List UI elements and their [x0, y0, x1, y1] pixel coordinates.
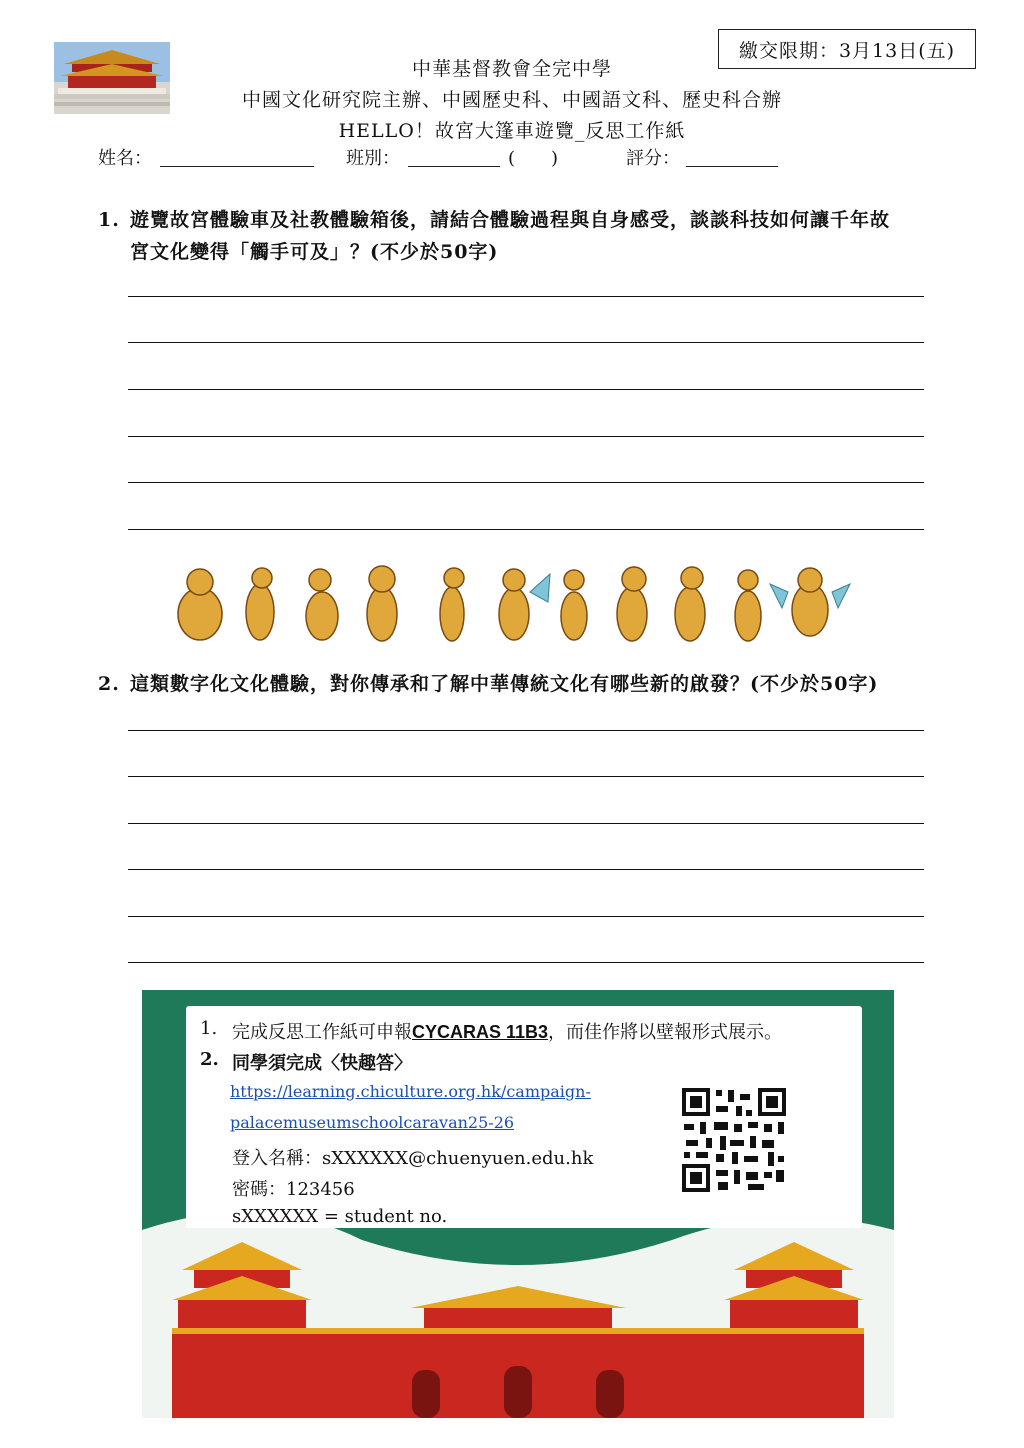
promo-info-card	[186, 1006, 862, 1228]
answer-line[interactable]	[128, 869, 924, 870]
login-name: 登入名稱：sXXXXXX@chuenyuen.edu.hk	[232, 1148, 594, 1169]
name-field[interactable]	[160, 166, 314, 167]
answer-line[interactable]	[128, 823, 924, 824]
answer-line[interactable]	[128, 730, 924, 731]
qr-code[interactable]	[680, 1086, 788, 1194]
answer-line[interactable]	[128, 389, 924, 390]
mascot-figures	[170, 562, 860, 648]
promo-poster	[142, 990, 894, 1418]
question-1-line2: 宮文化變得「觸手可及」？(不少於50字)	[130, 241, 499, 263]
password: 密碼：123456	[232, 1179, 355, 1200]
promo-item2-number: 2.	[200, 1049, 219, 1070]
answer-line[interactable]	[128, 962, 924, 963]
class-number-field[interactable]: ( )	[508, 148, 559, 169]
school-name: 中華基督教會全完中學	[411, 58, 612, 80]
promo-item1-after: ，而佳作將以壁報形式展示。	[548, 1022, 783, 1043]
promo-item1-before: 完成反思工作紙可申報	[232, 1022, 412, 1043]
question-2-line1: 這類數字化文化體驗，對你傳承和了解中華傳統文化有哪些新的啟發？(不少於50字)	[130, 673, 879, 695]
answer-line[interactable]	[128, 296, 924, 297]
campaign-link-line2[interactable]: palacemuseumschoolcaravan25-26	[230, 1113, 515, 1132]
deadline-text: 繳交限期：3月13日(五)	[738, 39, 956, 62]
answer-line[interactable]	[128, 342, 924, 343]
student-no-note: sXXXXXX = student no.	[232, 1206, 448, 1227]
answer-line[interactable]	[128, 482, 924, 483]
promo-item1-highlight: CYCARAS 11B3	[412, 1022, 549, 1042]
answer-line[interactable]	[128, 436, 924, 437]
worksheet-title: HELLO！故宮大篷車遊覽_反思工作紙	[338, 120, 686, 142]
campaign-link-line1[interactable]: https://learning.chiculture.org.hk/campaign-	[230, 1082, 591, 1101]
promo-item2-text: 同學須完成〈快趣答〉	[232, 1053, 412, 1074]
promo-item1-number: 1.	[200, 1018, 218, 1039]
question-2	[98, 668, 928, 702]
answer-line[interactable]	[128, 916, 924, 917]
score-field[interactable]	[686, 166, 778, 167]
class-field[interactable]	[408, 166, 500, 167]
class-label: 班別：	[346, 148, 400, 169]
question-2-number: 2.	[98, 673, 120, 695]
student-info-row	[98, 144, 898, 174]
organizers-line: 中國文化研究院主辦、中國歷史科、中國語文科、歷史科合辦	[241, 89, 782, 111]
question-1-line1: 遊覽故宮體驗車及社教體驗箱後，請結合體驗過程與自身感受，談談科技如何讓千年故	[130, 209, 891, 231]
name-label: 姓名：	[98, 148, 152, 169]
question-1	[98, 204, 928, 270]
promo-item1-text	[232, 1018, 782, 1044]
question-1-number: 1.	[98, 209, 120, 231]
score-label: 評分：	[626, 148, 680, 169]
answer-line[interactable]	[128, 529, 924, 530]
answer-line[interactable]	[128, 776, 924, 777]
